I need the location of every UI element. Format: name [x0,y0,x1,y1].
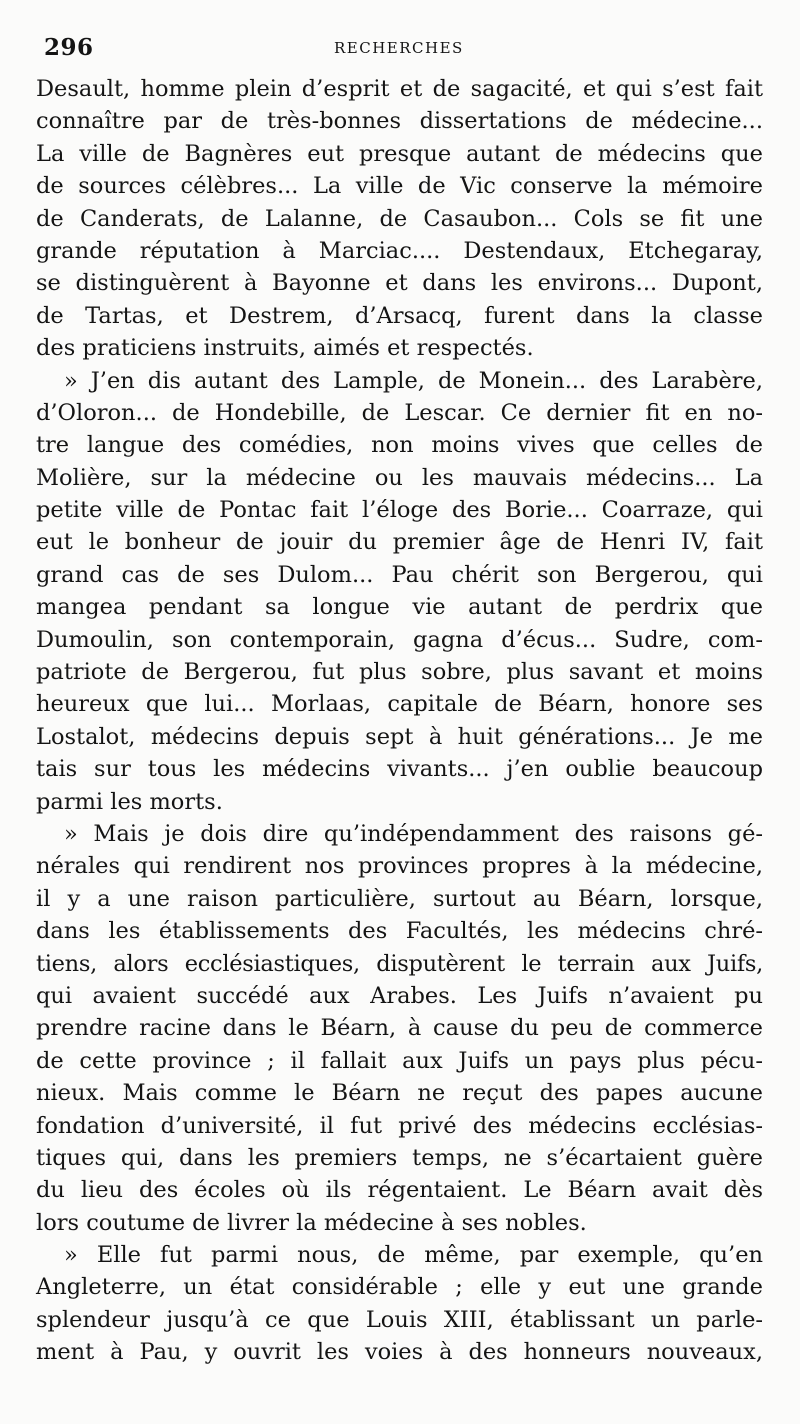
text-line: de Canderats, de Lalanne, de Casaubon... Cols se fit une [36,205,763,232]
text-line: La ville de Bagnères eut presque autant de médecins que [36,140,763,167]
text-line: petite ville de Pontac fait l’éloge des Borie... Coarraze, qui [36,497,763,524]
running-title: RECHERCHES [334,39,464,57]
paragraph-end-line: lors coutume de livrer la médecine à ses nobles. [36,1209,587,1236]
text-line: nérales qui rendirent nos provinces propres à la médecine, [36,853,763,880]
body-text [36,73,763,1369]
text-line: tre langue des comédies, non moins vives que celles de [36,432,763,459]
paragraph-start-line: » Mais je dois dire qu’indépendamment des raisons gé- [64,820,763,847]
paragraph-start-line: » Elle fut parmi nous, de même, par exemple, qu’en [64,1242,763,1269]
page-number: 296 [44,34,94,61]
text-line: ment à Pau, y ouvrit les voies à des honneurs nouveaux, [36,1339,763,1366]
text-line: fondation d’université, il fut privé des médecins ecclésias- [36,1112,763,1139]
text-line: de sources célèbres... La ville de Vic conserve la mémoire [36,173,763,200]
paragraph-start-line: » J’en dis autant des Lample, de Monein... des Larabère, [64,367,763,394]
text-line: du lieu des écoles où ils régentaient. Le Béarn avait dès [36,1177,763,1204]
text-line: eut le bonheur de jouir du premier âge de Henri IV, fait [36,529,763,556]
text-line: tiens, alors ecclésiastiques, disputèrent le terrain aux Juifs, [36,950,763,977]
text-line: tais sur tous les médecins vivants... j’en oublie beaucoup [36,756,763,783]
text-line: de Tartas, et Destrem, d’Arsacq, furent dans la classe [36,302,763,329]
text-line: Angleterre, un état considérable ; elle y eut une grande [36,1274,763,1301]
text-line: d’Oloron... de Hondebille, de Lescar. Ce dernier fit en no- [36,399,763,426]
page-header [44,34,764,62]
text-line: de cette province ; il fallait aux Juifs un pays plus pécu- [36,1047,763,1074]
paragraph-end-line: des praticiens instruits, aimés et respectés. [36,335,534,362]
text-line: qui avaient succédé aux Arabes. Les Juifs n’avaient pu [36,982,763,1009]
text-line: Desault, homme plein d’esprit et de sagacité, et qui s’est fait [36,76,763,102]
text-line: il y a une raison particulière, surtout au Béarn, lorsque, [36,885,763,912]
text-line: grand cas de ses Dulom... Pau chérit son Bergerou, qui [36,561,763,588]
text-line: splendeur jusqu’à ce que Louis XIII, établissant un parle- [36,1306,763,1333]
text-line: nieux. Mais comme le Béarn ne reçut des papes aucune [36,1080,763,1107]
text-line: tiques qui, dans les premiers temps, ne s’écartaient guère [36,1144,763,1171]
text-line: connaître par de très-bonnes dissertations de médecine... [36,108,763,135]
text-line: heureux que lui... Morlaas, capitale de Béarn, honore ses [36,691,763,718]
text-line: dans les établissements des Facultés, les médecins chré- [36,918,763,945]
text-line: Dumoulin, son contemporain, gagna d’écus... Sudre, com- [36,626,763,653]
text-line: se distinguèrent à Bayonne et dans les environs... Dupont, [36,270,763,297]
text-line: prendre racine dans le Béarn, à cause du peu de commerce [36,1015,763,1042]
text-line: grande réputation à Marciac.... Destendaux, Etchegaray, [36,237,763,264]
paragraph-end-line: parmi les morts. [36,788,223,815]
text-line: patriote de Bergerou, fut plus sobre, plus savant et moins [36,659,763,686]
text-line: Molière, sur la médecine ou les mauvais médecins... La [36,464,763,491]
text-line: Lostalot, médecins depuis sept à huit générations... Je me [36,723,763,750]
text-line: mangea pendant sa longue vie autant de perdrix que [36,594,763,621]
